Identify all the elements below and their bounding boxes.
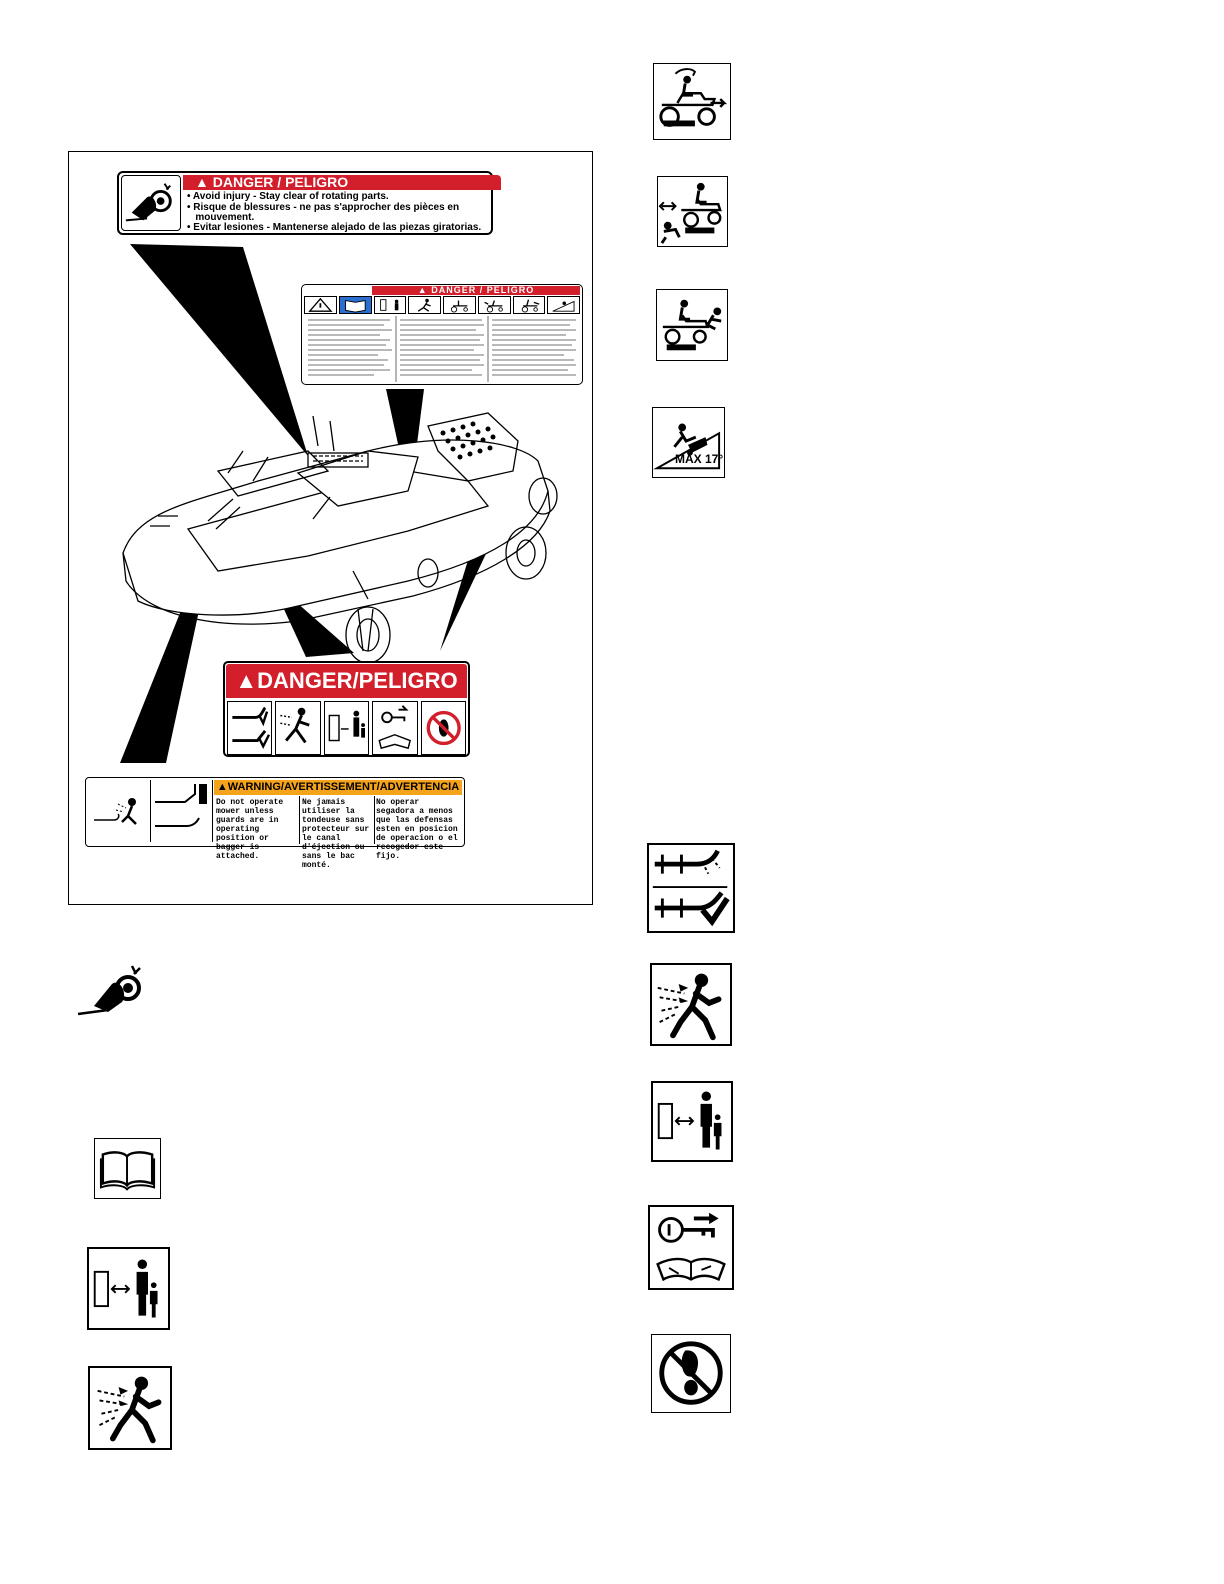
rotating-decal-header bbox=[183, 175, 501, 190]
hand-entanglement-icon bbox=[121, 175, 181, 231]
thrown-objects-icon bbox=[650, 963, 732, 1046]
discharge-decal-title: DANGER/PELIGRO bbox=[257, 668, 458, 693]
warning-triangle-icon: ▲ bbox=[417, 285, 428, 295]
keep-bystanders-away-icon bbox=[87, 1247, 170, 1330]
warning-triangle-icon: ▲ bbox=[235, 668, 258, 693]
slope-icon bbox=[547, 296, 580, 314]
hand-entanglement-icon bbox=[76, 962, 146, 1016]
keep-bystanders-away-icon bbox=[651, 1081, 733, 1162]
multi-decal-fine-print bbox=[304, 316, 580, 382]
no-step-icon bbox=[421, 701, 466, 755]
rotating-decal-line-french-cont: mouvement. bbox=[187, 212, 255, 223]
multi-decal-title: DANGER / PELIGRO bbox=[431, 285, 535, 295]
thrown-objects-icon bbox=[408, 296, 441, 314]
discharge-decal-header bbox=[226, 664, 467, 698]
chute-deflector-icon bbox=[647, 843, 735, 933]
no-step-icon bbox=[651, 1334, 731, 1413]
warning-triangle-icon: ▲ bbox=[195, 174, 209, 190]
rider-child-backover-icon bbox=[657, 176, 728, 247]
remove-key-read-manual-icon bbox=[372, 701, 417, 755]
rotating-decal-line-english: • Avoid injury - Stay clear of rotating parts. bbox=[187, 191, 389, 202]
column-divider bbox=[299, 796, 300, 844]
guard-warning-title: WARNING/AVERTISSEMENT/ADVERTENCIA bbox=[227, 781, 460, 793]
discharge-decal-pictogram-row bbox=[227, 701, 466, 755]
keep-bystanders-away-icon bbox=[324, 701, 369, 755]
thrown-debris-pictogram bbox=[88, 780, 151, 842]
guard-warning-decal bbox=[85, 777, 465, 870]
read-manual-icon bbox=[339, 296, 372, 314]
rider-reverse-icon bbox=[653, 63, 731, 140]
guard-position-pictogram bbox=[151, 780, 213, 842]
guard-warning-text-french: Ne jamais utiliser la tondeuse sans protecteur sur le canal d'éjection ou sans le bac monté. bbox=[302, 798, 370, 870]
warning-triangle-icon: ▲ bbox=[216, 781, 228, 793]
rotating-parts-decal bbox=[117, 171, 493, 235]
rider-backover-icon bbox=[443, 296, 476, 314]
thrown-objects-icon bbox=[275, 701, 320, 755]
thrown-objects-icon bbox=[88, 1366, 172, 1450]
chute-deflector-icon bbox=[227, 701, 272, 755]
rotating-decal-title: DANGER / PELIGRO bbox=[212, 174, 349, 190]
multi-decal-pictogram-row bbox=[304, 296, 580, 314]
no-riders-icon bbox=[656, 289, 728, 361]
keep-children-away-icon bbox=[374, 296, 407, 314]
rider-tip-icon bbox=[478, 296, 511, 314]
guard-warning-text-english: Do not operate mower unless guards are in operating position or bagger is attached. bbox=[216, 798, 284, 861]
no-riders-icon bbox=[513, 296, 546, 314]
multi-hazard-decal bbox=[301, 284, 583, 385]
column-divider bbox=[374, 796, 375, 844]
safety-alert-icon bbox=[304, 296, 337, 314]
rotating-decal-line-french: • Risque de blessures - ne pas s'approcher des pièces en bbox=[187, 202, 460, 213]
slope-max-label: MAX 17° bbox=[675, 452, 724, 466]
pointer-wedge-rotating bbox=[130, 244, 308, 456]
guard-warning-text-spanish: No operar segadora a menos que las defensas esten en posicion de operacion o el recogedor este fijo. bbox=[376, 798, 458, 861]
multi-decal-header bbox=[372, 286, 580, 295]
rotating-decal-line-spanish: • Evitar lesiones - Mantenerse alejado de las piezas giratorias. bbox=[187, 222, 482, 233]
guard-warning-header bbox=[214, 780, 462, 795]
remove-key-read-manual-icon bbox=[648, 1205, 734, 1290]
read-manual-icon bbox=[94, 1138, 161, 1199]
discharge-danger-decal bbox=[223, 661, 470, 757]
slope-rollover-icon bbox=[652, 407, 725, 478]
